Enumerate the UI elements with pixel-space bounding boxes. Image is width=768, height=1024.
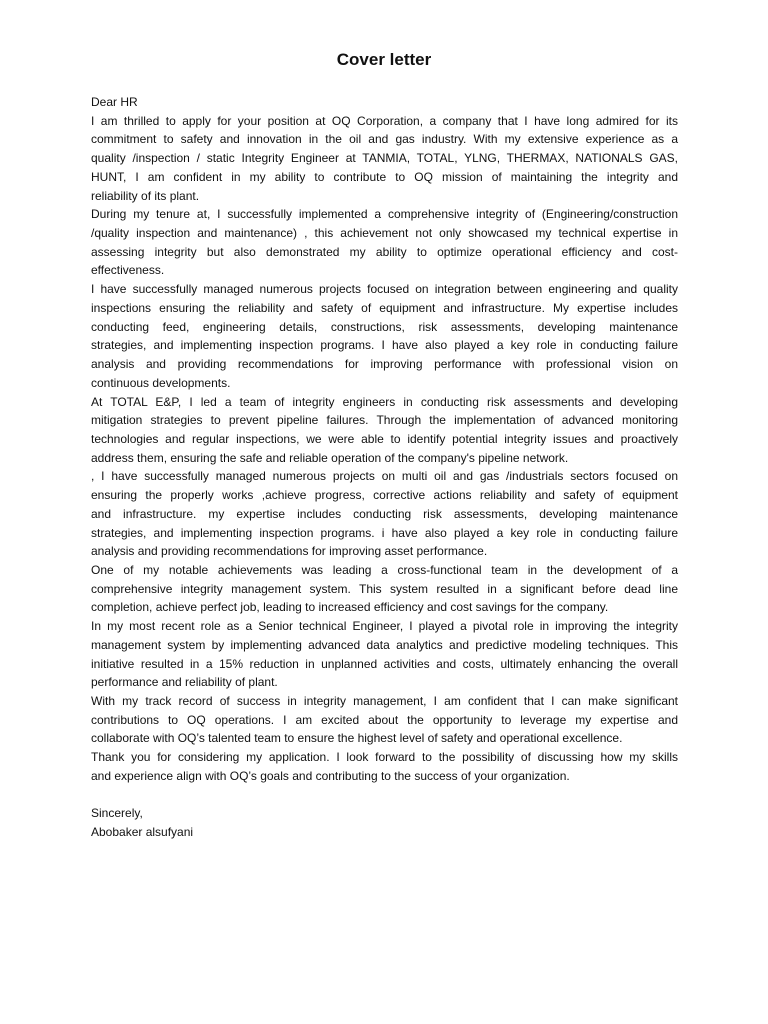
paragraph-line: management system by implementing advanced data analytics and predictive modeling techniques. This [91, 637, 678, 652]
paragraph-line: I have successfully managed numerous projects focused on integration between engineering and quality [91, 282, 678, 297]
blank-line [91, 786, 678, 805]
paragraph-line: contributions to OQ operations. I am excited about the opportunity to leverage my expertise and [91, 712, 678, 727]
paragraph-line: technologies and regular inspections, we were able to identify potential integrity issues and proactively [91, 431, 678, 446]
paragraph-line: and experience align with OQ’s goals and contributing to the success of your organization. [91, 768, 570, 783]
paragraph-line: mitigation strategies to prevent pipeline failures. Through the implementation of advanced monitoring [91, 413, 678, 428]
paragraph-line: In my most recent role as a Senior technical Engineer, I played a pivotal role in improving the integrity [91, 619, 678, 634]
paragraph-line: With my track record of success in integrity management, I am confident that I can make significant [91, 694, 678, 708]
page-title: Cover letter [336, 50, 432, 69]
paragraph-line: Thank you for considering my application. I look forward to the possibility of discussing how my skills [91, 750, 678, 765]
paragraph-line: Dear HR [91, 95, 138, 109]
paragraph-line: and infrastructure. my expertise includes conducting risk assessments, developing maintenance [91, 506, 678, 521]
paragraph-line: /quality inspection and maintenance) , this achievement not only showcased my technical expertise in [91, 226, 678, 241]
signature-name: Abobaker alsufyani [91, 825, 194, 840]
paragraph-line: strategies, and implementing inspection programs. i have also played a key role in conducting failure [91, 525, 678, 540]
paragraph-line: comprehensive integrity management system. This system resulted in a significant before dead line [91, 581, 678, 596]
letter-paragraph [91, 692, 678, 748]
letter-paragraph [91, 617, 678, 692]
paragraph-line: HUNT, I am confident in my ability to contribute to OQ mission of maintaining the integrity and [91, 169, 678, 184]
letter-paragraph [91, 93, 678, 112]
paragraph-line: collaborate with OQ’s talented team to ensure the highest level of safety and operational excellence. [91, 731, 623, 746]
paragraph-line: assessing integrity but also demonstrated my ability to optimize operational efficiency and cost- [91, 244, 678, 259]
paragraph-line: , I have successfully managed numerous projects on multi oil and gas /industrials sectors focused on [91, 469, 678, 484]
paragraph-line: One of my notable achievements was leading a cross-functional team in the development of a [91, 562, 678, 577]
paragraph-line: completion, achieve perfect job, leading to increased efficiency and cost savings for the company. [91, 600, 609, 615]
paragraph-line: address them, ensuring the safe and reliable operation of the company's pipeline network. [91, 450, 569, 465]
letter-paragraph [91, 112, 678, 206]
paragraph-line: conducting feed, engineering details, constructions, risk assessments, developing maintenance [91, 319, 678, 334]
letter-paragraph [91, 561, 678, 617]
paragraph-line: analysis and providing recommendations for improving performance with professional vision on [91, 357, 678, 372]
paragraph-line: ensuring the properly works ,achieve progress, corrective actions reliability and safety of equipment [91, 488, 678, 503]
paragraph-line: reliability of its plant. [91, 188, 200, 203]
letter-paragraph [91, 205, 678, 280]
paragraph-line: quality /inspection / static Integrity Engineer at TANMIA, TOTAL, YLNG, THERMAX, NATIONALS GAS, [91, 151, 678, 166]
paragraph-line: inspections ensuring the reliability and safety of equipment and infrastructure. My expertise includes [91, 300, 678, 315]
paragraph-line: continuous developments. [91, 375, 231, 390]
paragraph-line: At TOTAL E&P, I led a team of integrity engineers in conducting risk assessments and developing [91, 394, 678, 409]
letter-paragraph [91, 748, 678, 785]
letter-paragraph [91, 280, 678, 392]
letter-paragraph [91, 467, 678, 561]
paragraph-line: effectiveness. [91, 263, 165, 278]
paragraph-line: commitment to safety and innovation in the oil and gas industry. With my extensive experience as a [91, 132, 678, 147]
paragraph-line: strategies, and implementing inspection programs. I have also played a key role in conducting failure [91, 338, 678, 353]
paragraph-line: analysis and providing recommendations for improving asset performance. [91, 544, 488, 559]
letter-body [91, 93, 678, 842]
paragraph-line: initiative resulted in a 15% reduction in unplanned activities and costs, ultimately enhancing the overall [91, 656, 678, 671]
paragraph-line: I am thrilled to apply for your position at OQ Corporation, a company that I have long admired for its [91, 113, 678, 128]
paragraph-line: performance and reliability of plant. [91, 675, 278, 690]
closing: Sincerely, [91, 806, 143, 821]
paragraph-line: During my tenure at, I successfully implemented a comprehensive integrity of (Engineering/construction [91, 207, 678, 222]
letter-paragraph [91, 393, 678, 468]
